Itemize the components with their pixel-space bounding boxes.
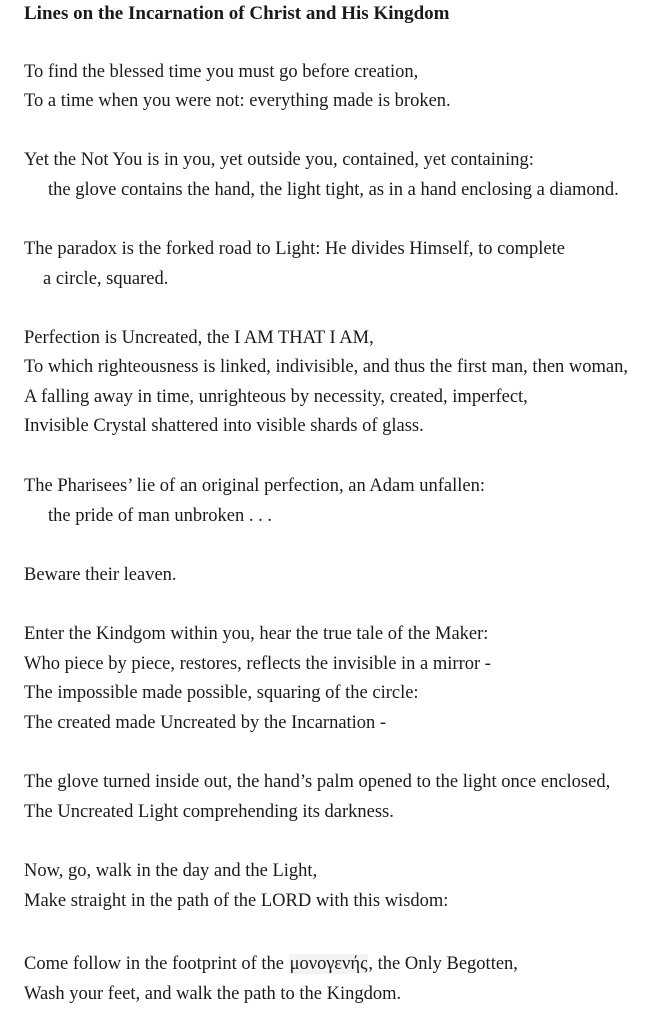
poem-line: The Uncreated Light comprehending its darkness. [24, 802, 394, 822]
poem-line: the glove contains the hand, the light tight, as in a hand enclosing a diamond. [48, 180, 619, 200]
greek-line-before: Come follow in the footprint of the [24, 954, 289, 974]
poem-line: the pride of man unbroken . . . [48, 506, 272, 526]
poem-line: Wash your feet, and walk the path to the Kingdom. [24, 984, 402, 1004]
poem-line: Enter the Kindgom within you, hear the true tale of the Maker: [24, 624, 489, 644]
greek-word: μονογενής [289, 954, 368, 974]
poem-line: The paradox is the forked road to Light: He divides Himself, to complete [24, 239, 565, 259]
poem-line: The glove turned inside out, the hand’s palm opened to the light once enclosed, [24, 772, 611, 792]
poem-line: A falling away in time, unrighteous by necessity, created, imperfect, [24, 387, 528, 407]
poem-line: To which righteousness is linked, indivisible, and thus the first man, then woman, [24, 357, 628, 377]
poem-line: The created made Uncreated by the Incarnation - [24, 713, 387, 733]
poem-line: Perfection is Uncreated, the I AM THAT I AM, [24, 328, 374, 348]
poem-line: The impossible made possible, squaring of the circle: [24, 683, 419, 703]
poem-line: To find the blessed time you must go before creation, [24, 62, 419, 82]
poem-line: Beware their leaven. [24, 565, 177, 585]
poem-line: a circle, squared. [43, 269, 169, 289]
greek-line-after: , the Only Begotten, [368, 954, 518, 974]
poem-line: Yet the Not You is in you, yet outside you, contained, yet containing: [24, 150, 534, 170]
poem-line: Invisible Crystal shattered into visible shards of glass. [24, 416, 424, 436]
poem-line: To a time when you were not: everything made is broken. [24, 91, 451, 111]
poem-line: Who piece by piece, restores, reflects the invisible in a mirror - [24, 654, 491, 674]
poem-line: Make straight in the path of the LORD with this wisdom: [24, 891, 449, 911]
poem-line-greek [24, 952, 518, 976]
poem-line: The Pharisees’ lie of an original perfection, an Adam unfallen: [24, 476, 485, 496]
poem-title: Lines on the Incarnation of Christ and His Kingdom [24, 3, 450, 24]
poem-line: Now, go, walk in the day and the Light, [24, 861, 318, 881]
